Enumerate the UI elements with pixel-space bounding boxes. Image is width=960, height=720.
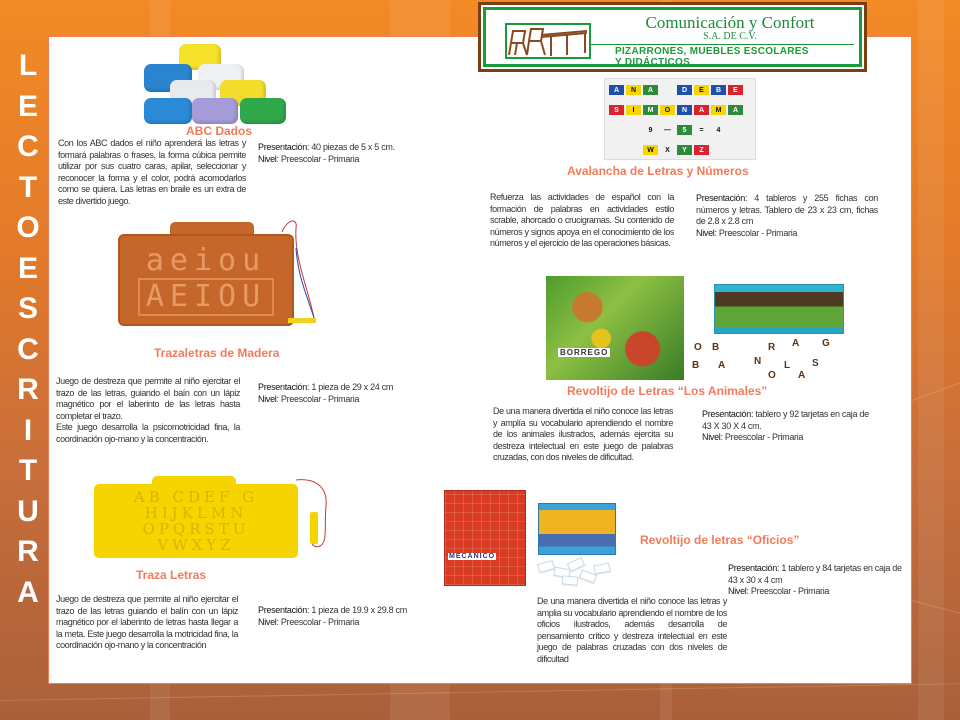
vertical-title-letter: R xyxy=(17,373,39,406)
scattered-letter: G xyxy=(822,338,830,349)
vertical-title-letter: A xyxy=(17,575,39,609)
scattered-letter: B xyxy=(712,342,720,353)
product-specs: Presentación: 1 pieza de 19.9 x 29.8 cm Nivel: Preescolar - Primaria xyxy=(258,605,407,627)
background-line xyxy=(0,683,960,701)
product-title: Traza Letras xyxy=(136,568,207,582)
vertical-title-letter: O xyxy=(16,211,40,244)
company-logo xyxy=(478,2,867,72)
scattered-letter: O xyxy=(694,342,702,353)
letter-tile: N xyxy=(677,105,692,115)
letter-tile: M xyxy=(643,105,658,115)
product-title: Revoltijo de Letras “Los Animales” xyxy=(567,384,768,398)
vertical-title-letter: T xyxy=(18,170,38,204)
vertical-title-letter: C xyxy=(17,332,39,366)
vertical-title-letter: C xyxy=(17,130,39,163)
letter-tile: A xyxy=(728,105,743,115)
letter-tile: S xyxy=(609,105,624,115)
letter-tile: Y xyxy=(677,145,692,155)
letter-tile: Z xyxy=(694,145,709,155)
letter-tile xyxy=(609,125,624,135)
abc-dice-image xyxy=(144,44,290,122)
letter-tile: = xyxy=(699,126,704,134)
yellow-tracing-board-image: AB CDEF G HIJKLMN OPQRSTU VWXYZ xyxy=(94,476,334,558)
letter-tile: N xyxy=(626,85,641,95)
letter-tile: 5 xyxy=(677,125,692,135)
scattered-letter: L xyxy=(784,360,791,371)
background-stripe xyxy=(918,0,944,720)
vertical-title xyxy=(8,46,48,613)
letter-tile xyxy=(711,145,726,155)
product-specs: Presentación: 1 tablero y 84 tarjetas en caja de 43 x 30 x 4 cm Nivel: Preescolar - Primaria xyxy=(728,563,902,597)
product-specs: Presentación: 40 piezas de 5 x 5 cm. Nivel: Preescolar - Primaria xyxy=(258,142,395,164)
vertical-title-letter: E xyxy=(17,251,38,285)
scattered-letter: S xyxy=(812,358,819,369)
company-suffix: S.A. DE C.V. xyxy=(703,31,757,42)
game-box-image xyxy=(714,284,844,334)
letter-tile: W xyxy=(643,145,658,155)
letter-tile: B xyxy=(711,85,726,95)
product-specs: Presentación: tablero y 92 tarjetas en caja de 43 X 30 X 4 cm. Nivel: Preescolar - Primaria xyxy=(702,409,869,443)
scattered-letter: R xyxy=(768,342,776,353)
scattered-letters-image xyxy=(690,338,840,382)
letter-tile xyxy=(728,145,743,155)
logo-tagline: Y DIDÁCTICOS xyxy=(615,57,691,68)
product-description: Refuerza las actividades de español con la formación de palabras en actividades estilo scrable, ahorcado o crucigramas. Su contenido de números y signos apoya en el conocimiento de los números y el ejercicio de las operaciones básicas. xyxy=(490,192,674,249)
product-title: ABC Dados xyxy=(186,124,253,138)
letter-tile xyxy=(660,85,675,95)
logo-tagline: PIZARRONES, MUEBLES ESCOLARES xyxy=(615,46,809,57)
animal-crossword-image: BORREGO xyxy=(546,276,684,380)
letter-tile xyxy=(626,145,641,155)
product-description: De una manera divertida el niño conoce las letras y amplia su vocabulario aprendiendo el nombre de los oficios ilustrados, además desarrolla de pensamiento crítico y destreza intelectual en este juego de palabras cruzadas con dos niveles de dificultad xyxy=(537,596,727,664)
vertical-title-letter: U xyxy=(17,494,39,528)
game-box-image xyxy=(538,503,616,555)
letter-tile xyxy=(609,145,624,155)
letter-tile xyxy=(626,125,641,135)
product-title: Revoltijo de letras “Oficios” xyxy=(640,533,800,547)
scattered-letter: N xyxy=(754,356,762,367)
letter-tile: E xyxy=(728,85,743,95)
scattered-letter: O xyxy=(768,370,776,381)
scattered-letter: A xyxy=(798,370,806,381)
letter-tile: A xyxy=(694,105,709,115)
letter-tile: M xyxy=(711,105,726,115)
product-description: Juego de destreza que permite al niño ejercitar el trazo de las letras, guiando el baín con un lápiz magnético por el laberinto de las letras hasta completar el trazo. Este juego desarrolla la psicomotricidad fina, la coordinación ojo-mano y la concentración. xyxy=(56,376,240,444)
letter-tile xyxy=(728,125,743,135)
letter-tile: O xyxy=(660,105,675,115)
letter-tile: E xyxy=(694,85,709,95)
letter-tile: 9 xyxy=(648,126,653,134)
letter-tile: — xyxy=(664,126,671,134)
product-title: Trazaletras de Madera xyxy=(154,346,280,360)
letter-tile: X xyxy=(665,146,670,154)
product-description: De una manera divertida el niño conoce las letras y amplía su vocabulario aprendiendo el nombre de los animales ilustrados, además ejercita su destreza intelectual en este juego de palabras cruzadas, con dos niveles de dificultad. xyxy=(493,406,673,463)
scattered-letter: A xyxy=(792,338,800,349)
product-specs: Presentación: 1 pieza de 29 x 24 cm Nivel: Preescolar - Primaria xyxy=(258,382,394,404)
scattered-letter: A xyxy=(718,360,726,371)
letter-number-board-image xyxy=(604,78,756,160)
product-description: Con los ABC dados el niño aprenderá las letras y formará palabras o frases, la forma cúbica permite utilizar por sus cuatro caras, apilar, seleccionar y reconocer la forma y el color, podrá acomodarlos como se quiera. Las letras en braile es un extra de este divertido juego. xyxy=(58,138,246,206)
wooden-tracing-board-image: aeiou AEIOU xyxy=(118,222,308,326)
letter-tile: 4 xyxy=(716,126,721,134)
vertical-title-letter: R xyxy=(17,535,39,568)
product-title: Avalancha de Letras y Números xyxy=(567,164,749,178)
letter-tile: A xyxy=(643,85,658,95)
letter-tile: D xyxy=(677,85,692,95)
occupations-crossword-image: MECANICO xyxy=(444,490,526,586)
letter-tile: I xyxy=(626,105,641,115)
vertical-title-letter: I xyxy=(23,413,33,447)
letter-tile: A xyxy=(609,85,624,95)
scattered-letter: B xyxy=(692,360,700,371)
letter-cards-image xyxy=(536,558,616,588)
logo-divider xyxy=(591,44,854,45)
furniture-icon xyxy=(505,23,591,59)
vertical-title-letter: E xyxy=(17,89,38,123)
product-specs: Presentación: 4 tableros y 255 fichas con números y letras. Tablero de 23 x 23 cm, fichas de 2.8 x 2.8 cm Nivel: Preescolar - Primaria xyxy=(696,193,878,238)
vertical-title-letter: S xyxy=(17,292,38,325)
product-description: Juego de destreza que permite al niño ejercitar el trazo de las letras guiando el balín con un lápiz magnético por el laberinto de letras hasta llegar a la meta. Este juego desarrolla la motricidad fina, la coordinación ojo-mano y la concentración xyxy=(56,594,238,651)
company-name: Comunicación y Confort xyxy=(645,13,815,32)
vertical-title-letter: T xyxy=(18,454,38,487)
vertical-title-letter: L xyxy=(18,49,38,82)
